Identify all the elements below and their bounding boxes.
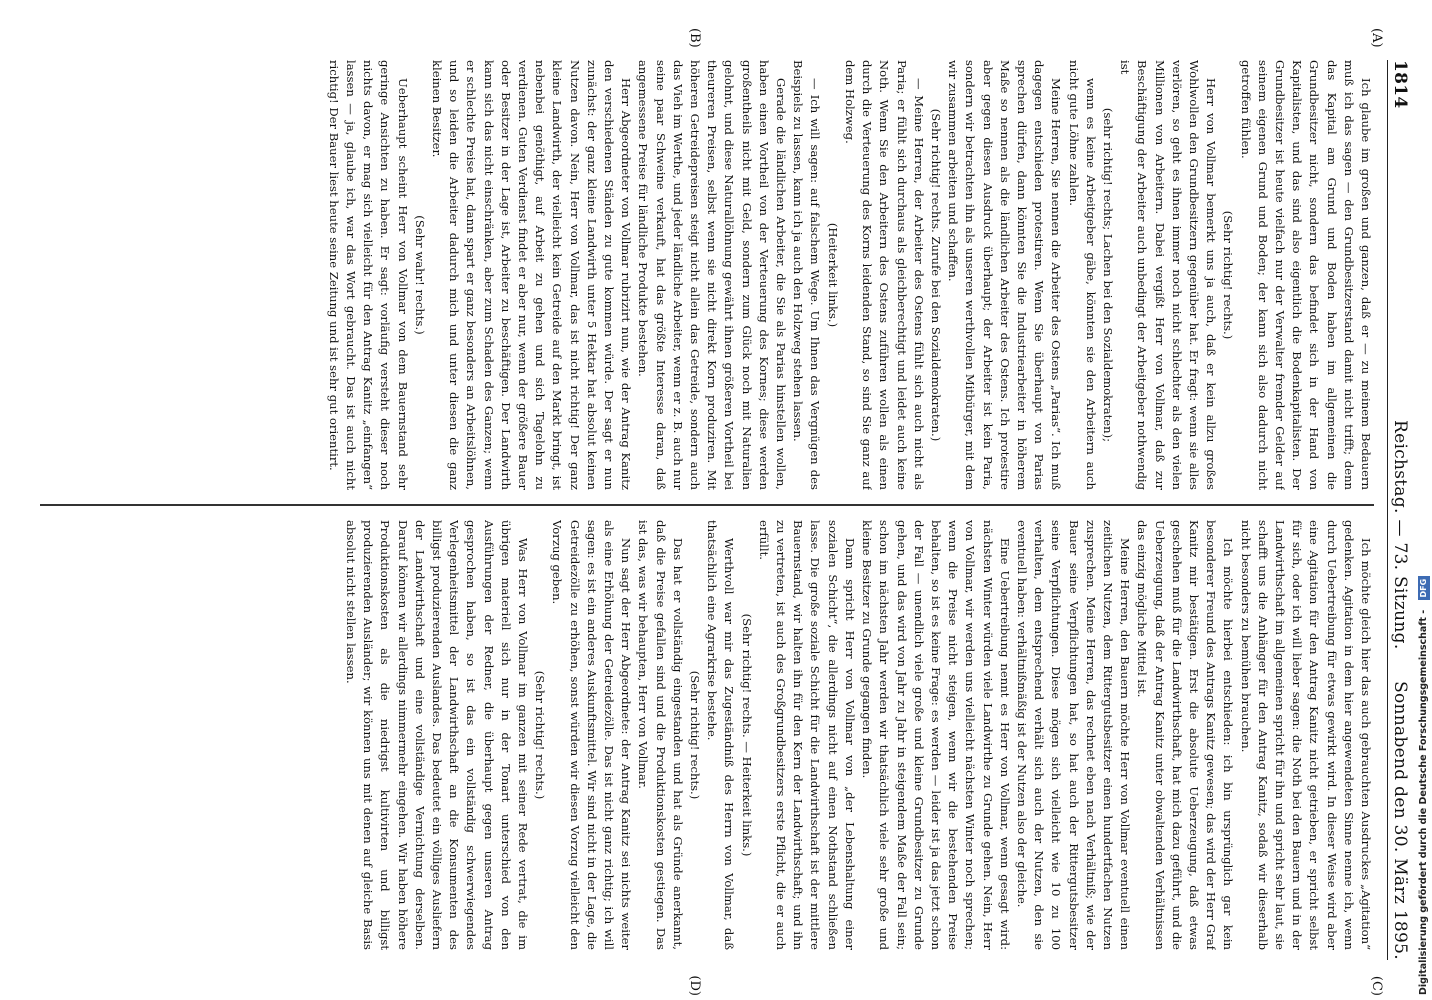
paragraph: Werthvoll war mir das Zugeständniß des Herrn von Vollmar, daß thatsächlich eine Agrarkrise bestehe. <box>705 520 737 950</box>
margin-marker-c: (C) <box>1369 975 1384 996</box>
stage-direction: (Sehr richtig! rechts.) <box>688 670 703 800</box>
paragraph: Ich möchte gleich hier das auch gebrauchten Ausdruckes „Agitation“ gedenken. Agitation in dem hier angewendeten Sinne nenne ich, wenn durch Uebertreibung für etwas gewirkt wird. In dieser Weise wird aber eine Agitation für den Antrag Kanitz nicht getrieben, er spricht selbst für sich, oder ich will lieber sagen: die Noth bei den Bauern und in der Landwirthschaft im allgemeinen spricht für ihn und spricht sehr laut, sie schafft uns die Anhänger für den Antrag Kanitz, sodaß wir dieserhalb nicht besonders zu bemühen brauchen. <box>1238 520 1373 950</box>
stage-direction: (Sehr wahr! rechts.) <box>412 215 427 335</box>
margin-marker-b: (B) <box>687 28 702 48</box>
paragraph: Ueberhaupt scheint Herr von Vollmar von dem Bauernstand sehr geringe Ansichten zu haben. Er sagt: vorläufig versteht dieser noch nichts davon, er mag sich vielleicht für den Antrag Kanitz „einfangen“ lassen — ja, glaube ich, war das Wort gebraucht. Das ist auch nicht richtig! Der Bauer liest heute seine Zeitung und ist sehr gut orientirt. <box>326 60 410 490</box>
stage-direction: (Sehr richtig! rechts.) <box>533 670 548 800</box>
paragraph: Meine Herren, Sie nennen die Arbeiter des Ostens „Parias“. Ich muß dagegen entschieden protestiren. Wenn Sie überhaupt von Parias sprechen dürfen, dann könnten Sie die Industriearbeiter in höherem Maße so nennen als die ländlichen Arbeiter des Ostens. Ich protestire aber gegen diesen Ausdruck überhaupt; der Arbeiter ist kein Paria, sondern wir betrachten ihn als unseren werthvollen Mitbürger, mit dem wir zusammen arbeiten und schaffen. <box>946 60 1064 490</box>
paragraph: wenn es keine Arbeitgeber gäbe, könnten sie den Arbeitern auch nicht gute Löhne zahlen. <box>1066 60 1098 490</box>
column-rule <box>40 504 1374 506</box>
stage-direction: (Sehr richtig! rechts.) <box>1221 210 1236 340</box>
digitization-text: Digitalisierung gefördert durch die Deutsche Forschungsgemeinschaft - <box>1418 609 1429 995</box>
session-date: Sonnabend den 30. März 1895. <box>1390 681 1410 960</box>
left-column <box>40 60 1374 490</box>
margin-marker-a: (A) <box>1369 28 1384 48</box>
session-title: Reichstag. — 73. Sitzung. <box>1390 420 1410 650</box>
dfg-logo: DFG <box>1418 576 1430 601</box>
paragraph: Meine Herren, den Bauern möchte Herr von Vollmar eventuell einen zeitlichen Nutzen, dem Rittergutsbesitzer einen hundertfachen Nutzen zusprechen. Meine Herren, das rechnet eben nach Verhältniß; wie der Bauer seine Verpflichtungen hat, so hat auch der Rittergutsbesitzer seine Verpflichtungen. Diese mögen sich vielleicht wie 10 zu 100 verhalten, dem entsprechend verhält sich auch der Nutzen, den sie eventuell haben: verhältnißmäßig ist der Nutzen also der gleiche. <box>1014 520 1133 950</box>
page-header <box>1387 60 1414 960</box>
paragraph: Herr von Vollmar bemerkt uns ja auch, daß er kein allzu großes Wohlwollen den Grundbesitzern gegenüber hat. Er fragt: wenn sie alles verlören, so geht es ihnen immer noch nicht schlechter als den vielen Millionen von Arbeitern. Dabei vergißt Herr von Vollmar, daß zur Beschäftigung der Arbeiter auch unbedingt der Arbeitgeber nothwendig ist <box>1118 60 1219 490</box>
page-number: 1814 <box>1390 60 1410 109</box>
paragraph: Das hat er vollständig eingestanden und hat als Gründe anerkannt, daß die Preise gefallen sind und die Produktionskosten gestiegen. Das ist das, was wir behaupten, Herr von Vollmar. <box>636 520 685 950</box>
right-column <box>40 520 1374 950</box>
paragraph: Was Herr von Vollmar im ganzen mit seiner Rede vertrat, die im übrigen materiell sich nur in der Tonart unterschied von den Ausführungen der Redner, die überhaupt gegen unseren Antrag gesprochen haben, so ist das ein vollständig schwerwiegendes Verlegenheitsmittel der Landwirthschaft an die Konsumenten des billigst produzierenden Auslandes. Das bedeutet ein völliges Ausliefern der Landwirthschaft und eine vollständige Vernichtung derselben. Darauf können wir allerdings nimmermehr eingehen. Wir haben höhere Produktionskosten als die niedrigst kultivirten und billigst produzierenden Ausländer; wir können uns mit denen auf gleiche Basis absolut nicht stellen lassen. <box>344 520 531 950</box>
stage-direction: (sehr richtig! rechts; Lachen bei den Sozialdemokraten); <box>1100 107 1115 443</box>
paragraph: Ich glaube im großen und ganzen, daß er — zu meinem Bedauern muß ich das sagen — den Grundbesitzerstand damit nicht trifft; denn das Kapital am Grund und Boden haben im allgemeinen die Grundbesitzer nicht, sondern das befindet sich in der Hand von Kapitalisten, und das sind also eigentlich die Bodenkapitalisten. Der Grundbesitzer ist heute vielfach nur der Verwalter fremder Gelder auf seinem eigenen Grund und Boden; der kann sich also dadurch nicht getroffen fühlen. <box>1238 60 1373 490</box>
paragraph: Eine Uebertreibung nennt es Herr von Vollmar, wenn gesagt wird: nächsten Winter würden viele Landwirthe zu Grunde gehen. Nein, Herr von Vollmar, wir werden uns vielleicht nächsten Winter noch sprechen; wenn die Preise nicht steigen, wenn wir die bestehenden Preise behalten, so ist es keine Frage: es werden — leider ist ja das jetzt schon der Fall — unendlich viele große und kleine Grundbesitzer zu Grunde gehen, und das wird von Jahr zu Jahr in steigendem Maße der Fall sein; schon im nächsten Jahr werden wir thatsächlich viele sehr große und kleine Besitzer zu Grunde gegangen finden. <box>860 520 1012 950</box>
paragraph: Herr Abgeordneter von Vollmar rubrizirt nun, wie der Antrag Kanitz den verschiedenen Ständen zu gute kommen würde. Der sagt er nun zunächst: der ganz kleine Landwirth unter 5 Hektar hat absolut keinen Nutzen davon. Nein, Herr von Vollmar, das ist nicht richtig! Der ganz kleine Landwirth, der vielleicht kein Getreide auf den Markt bringt, ist nebenbei genöthigt, auf Arbeit zu gehen und sich Tagelohn zu verdienen. Guten Verdienst findet er aber nur, wenn der größere Bauer oder Besitzer in der Lage ist, Arbeiter zu beschäftigen. Der Landwirth kann sich das nicht einschränken, aber zum Schaden des Ganzen; wenn er schlechte Preise hat, dann spart er ganz besonders an Arbeitslöhnen, und so leiden die Arbeiter dadurch mich und unter diesen die ganz kleinen Besitzer. <box>430 60 634 490</box>
stage-direction: (Sehr richtig! rechts. Zurufe bei den Sozialdemokraten.) <box>928 108 943 442</box>
paragraph: Ich möchte hierbei entschieden: ich bin ursprünglich gar kein besonderer Freund des Antrags Kanitz gewesen; das wird der Herr Graf Kanitz mir bestätigen. Erst die absolute Ueberzeugung, daß etwas geschehen muß für die Landwirthschaft, hat mich dazu geführt, und die Ueberzeugung, daß der Antrag Kanitz unter obwaltenden Verhältnissen das einzig mögliche Mittel ist. <box>1135 520 1236 950</box>
stage-direction: (Sehr richtig! rechts. — Heiterkeit links.) <box>739 613 754 857</box>
paragraph: — Meine Herren, der Arbeiter des Ostens fühlt sich auch nicht als Paria; er fühlt sich durchaus als gleichberechtigt und leidet auch keine Noth. Wenn Sie den Arbeitern des Ostens zuführen wollen als einen durch die Verteuerung des Korns leidenden Stand, so sind Sie ganz auf dem Holzweg. <box>842 60 926 490</box>
page-body <box>40 60 1374 960</box>
digitization-note <box>1415 5 1432 995</box>
margin-marker-d: (D) <box>687 975 702 996</box>
stage-direction: (Heiterkeit links.) <box>825 222 840 328</box>
paragraph: — Ich will sagen: auf falschem Wege. Um Ihnen das Vergnügen des Beispiels zu lassen, kann ich ja auch den Holzweg stehen lassen. <box>791 60 823 490</box>
paragraph: Dann spricht Herr von Vollmar von „der Lebenshaltung einer sozialen Schicht“, die allerdings nicht auf einen Nothstand schließen lasse. Die große soziale Schicht für die Landwirthschaft ist der mittlere Bauernstand, wir halten ihn für den Kern der Landwirthschaft; und ihn zu vertreten, ist auch des Großgrundbesitzers erste Pflicht, die er auch erfüllt. <box>756 520 857 950</box>
paragraph: Gerade die ländlichen Arbeiter, die Sie als Parias hinstellen wollen, haben einen Vortheil von der Verteuerung des Kornes; diese werden großentheils nicht mit Geld, sondern zum Glück noch mit Naturalien gelohnt, und diese Naturallöhnung gewährt ihnen größeren Vortheil bei theureren Preisen, selbst wenn sie nicht direkt Korn produziren. Mit höheren Getreidepreisen steigt nicht allein das Getreide, sondern auch das Vieh im Werthe, und jeder ländliche Arbeiter, wenn er z. B. auch nur seine paar Schweine verkauft, hat das größte Interesse daran, daß angemessene Preise für ländliche Produkte bestehen. <box>636 60 789 490</box>
paragraph: Nun sagt der Herr Abgeordnete: der Antrag Kanitz sei nichts weiter als eine Erhöhung der Getreidezölle. Das ist nicht ganz richtig; ich will sagen: es ist ein anderes Auskunftsmittel. Wir sind nicht in der Lage, die Getreidezölle zu erhöhen, sonst würden wir diesen Vorzug vielleicht den Vorzug geben. <box>550 520 634 950</box>
